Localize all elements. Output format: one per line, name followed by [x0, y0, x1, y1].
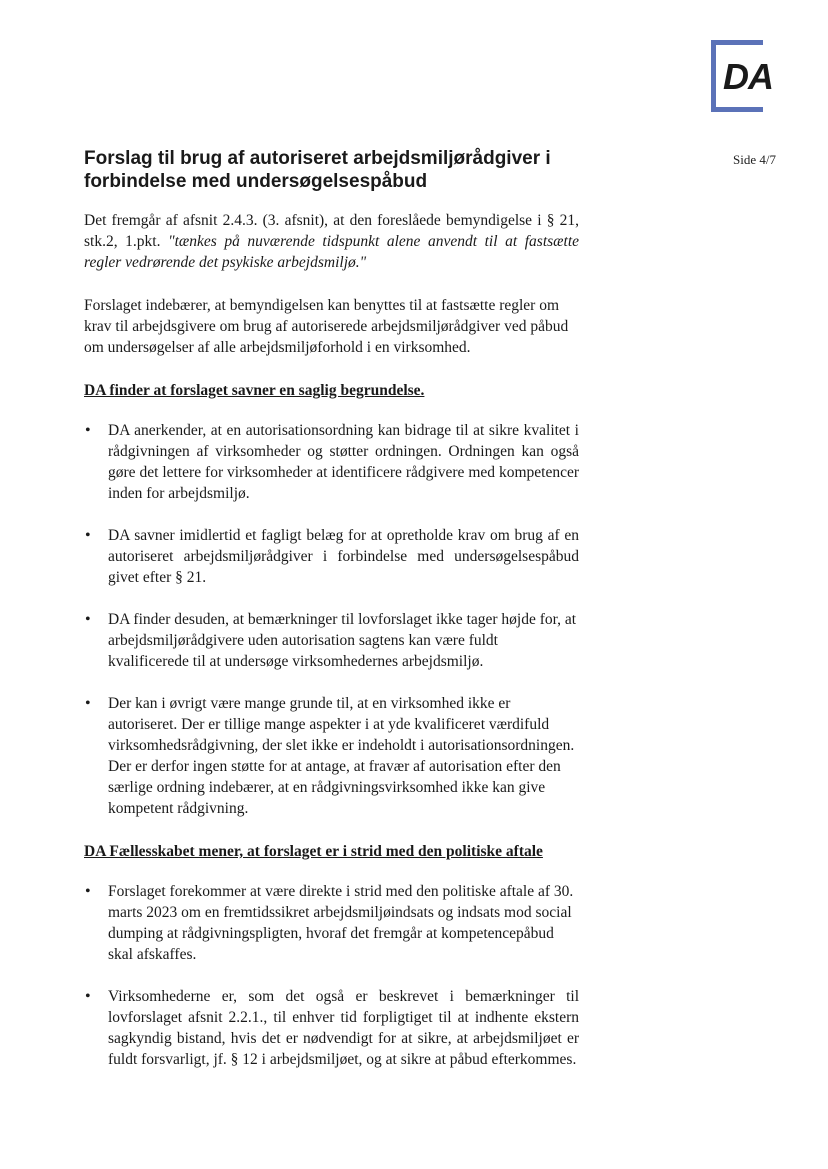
intro-text: Det fremgår af afsnit 2.4.3. (3. afsnit), at den foreslåede bemyndigelse i § 21, stk.2, 1.pkt. — [84, 212, 579, 250]
da-logo — [711, 40, 775, 112]
intro-quote: "tænkes på nuværende tidspunkt alene anvendt til at fastsætte regler vedrørende det psykiske arbejdsmiljø." — [84, 233, 579, 271]
paragraph-2: Forslaget indebærer, at bemyndigelsen kan benyttes til at fastsætte regler om krav til arbejdsgivere om brug af autoriserede arbejdsmiljørådgiver ved påbud om undersøgelser af alle arbejdsmiljøforhold i en virksomhed. — [84, 297, 569, 356]
list-item: • Virksomhederne er, som det også er beskrevet i bemærkninger til lovforslaget afsnit 2.2.1., til enhver tid forpligtiget til at indhente ekstern sagkyndig bistand, hvis det er nødvendigt for at sikre, at arbejdsmiljøet er fuldt forsvarligt, jf. § 12 i arbejdsmiljøet, og at sikre at påbud efterkommes. — [84, 986, 579, 1070]
list-item: • Forslaget forekommer at være direkte i strid med den politiske aftale af 30. marts 2023 om en fremtidssikret arbejdsmiljøindsats og indsats mod social dumping at rådgivningspligten, hvoraf det fremgår at kompetencepåbud skal afskaffes. — [84, 881, 579, 965]
list-item: • DA savner imidlertid et fagligt belæg for at opretholde krav om brug af en autoriseret arbejdsmiljørådgiver i forbindelse med undersøgelsespåbud givet efter § 21. — [84, 525, 579, 588]
document-title: Forslag til brug af autoriseret arbejdsmiljørådgiver i forbindelse med undersøgelsespåbud — [84, 148, 551, 192]
section-2-heading: DA Fællesskabet mener, at forslaget er i strid med den politiske aftale — [84, 843, 543, 860]
list-item: • DA finder desuden, at bemærkninger til lovforslaget ikke tager højde for, at arbejdsmiljørådgivere uden autorisation sagtens kan være fuldt kvalificerede til at undersøge virksomhedernes arbejdsmiljø. — [84, 609, 579, 672]
section-2-list — [84, 881, 579, 1070]
logo-text: DA — [723, 56, 773, 97]
page-number: Side 4/7 — [733, 152, 776, 167]
section-1-list — [84, 420, 579, 819]
list-item: • Der kan i øvrigt være mange grunde til, at en virksomhed ikke er autoriseret. Der er tillige mange aspekter i at yde kvalificeret værdifuld virksomhedsrådgivning, der slet ikke er indeholdt i autorisationsordningen. Der er derfor ingen støtte for at antage, at fravær af autorisation efter den særlige ordning indebærer, at en rådgivningsvirksomhed ikke kan give kompetent rådgivning. — [84, 693, 579, 819]
document-body — [84, 210, 579, 1092]
intro-paragraph — [84, 210, 579, 273]
list-item: • DA anerkender, at en autorisationsordning kan bidrage til at sikre kvalitet i rådgivningen af virksomheder og støtter ordningen. Ordningen kan også gøre det lettere for virksomheder at identificere rådgivere med kompetencer inden for arbejdsmiljø. — [84, 420, 579, 504]
section-1-heading: DA finder at forslaget savner en saglig begrundelse. — [84, 382, 425, 399]
